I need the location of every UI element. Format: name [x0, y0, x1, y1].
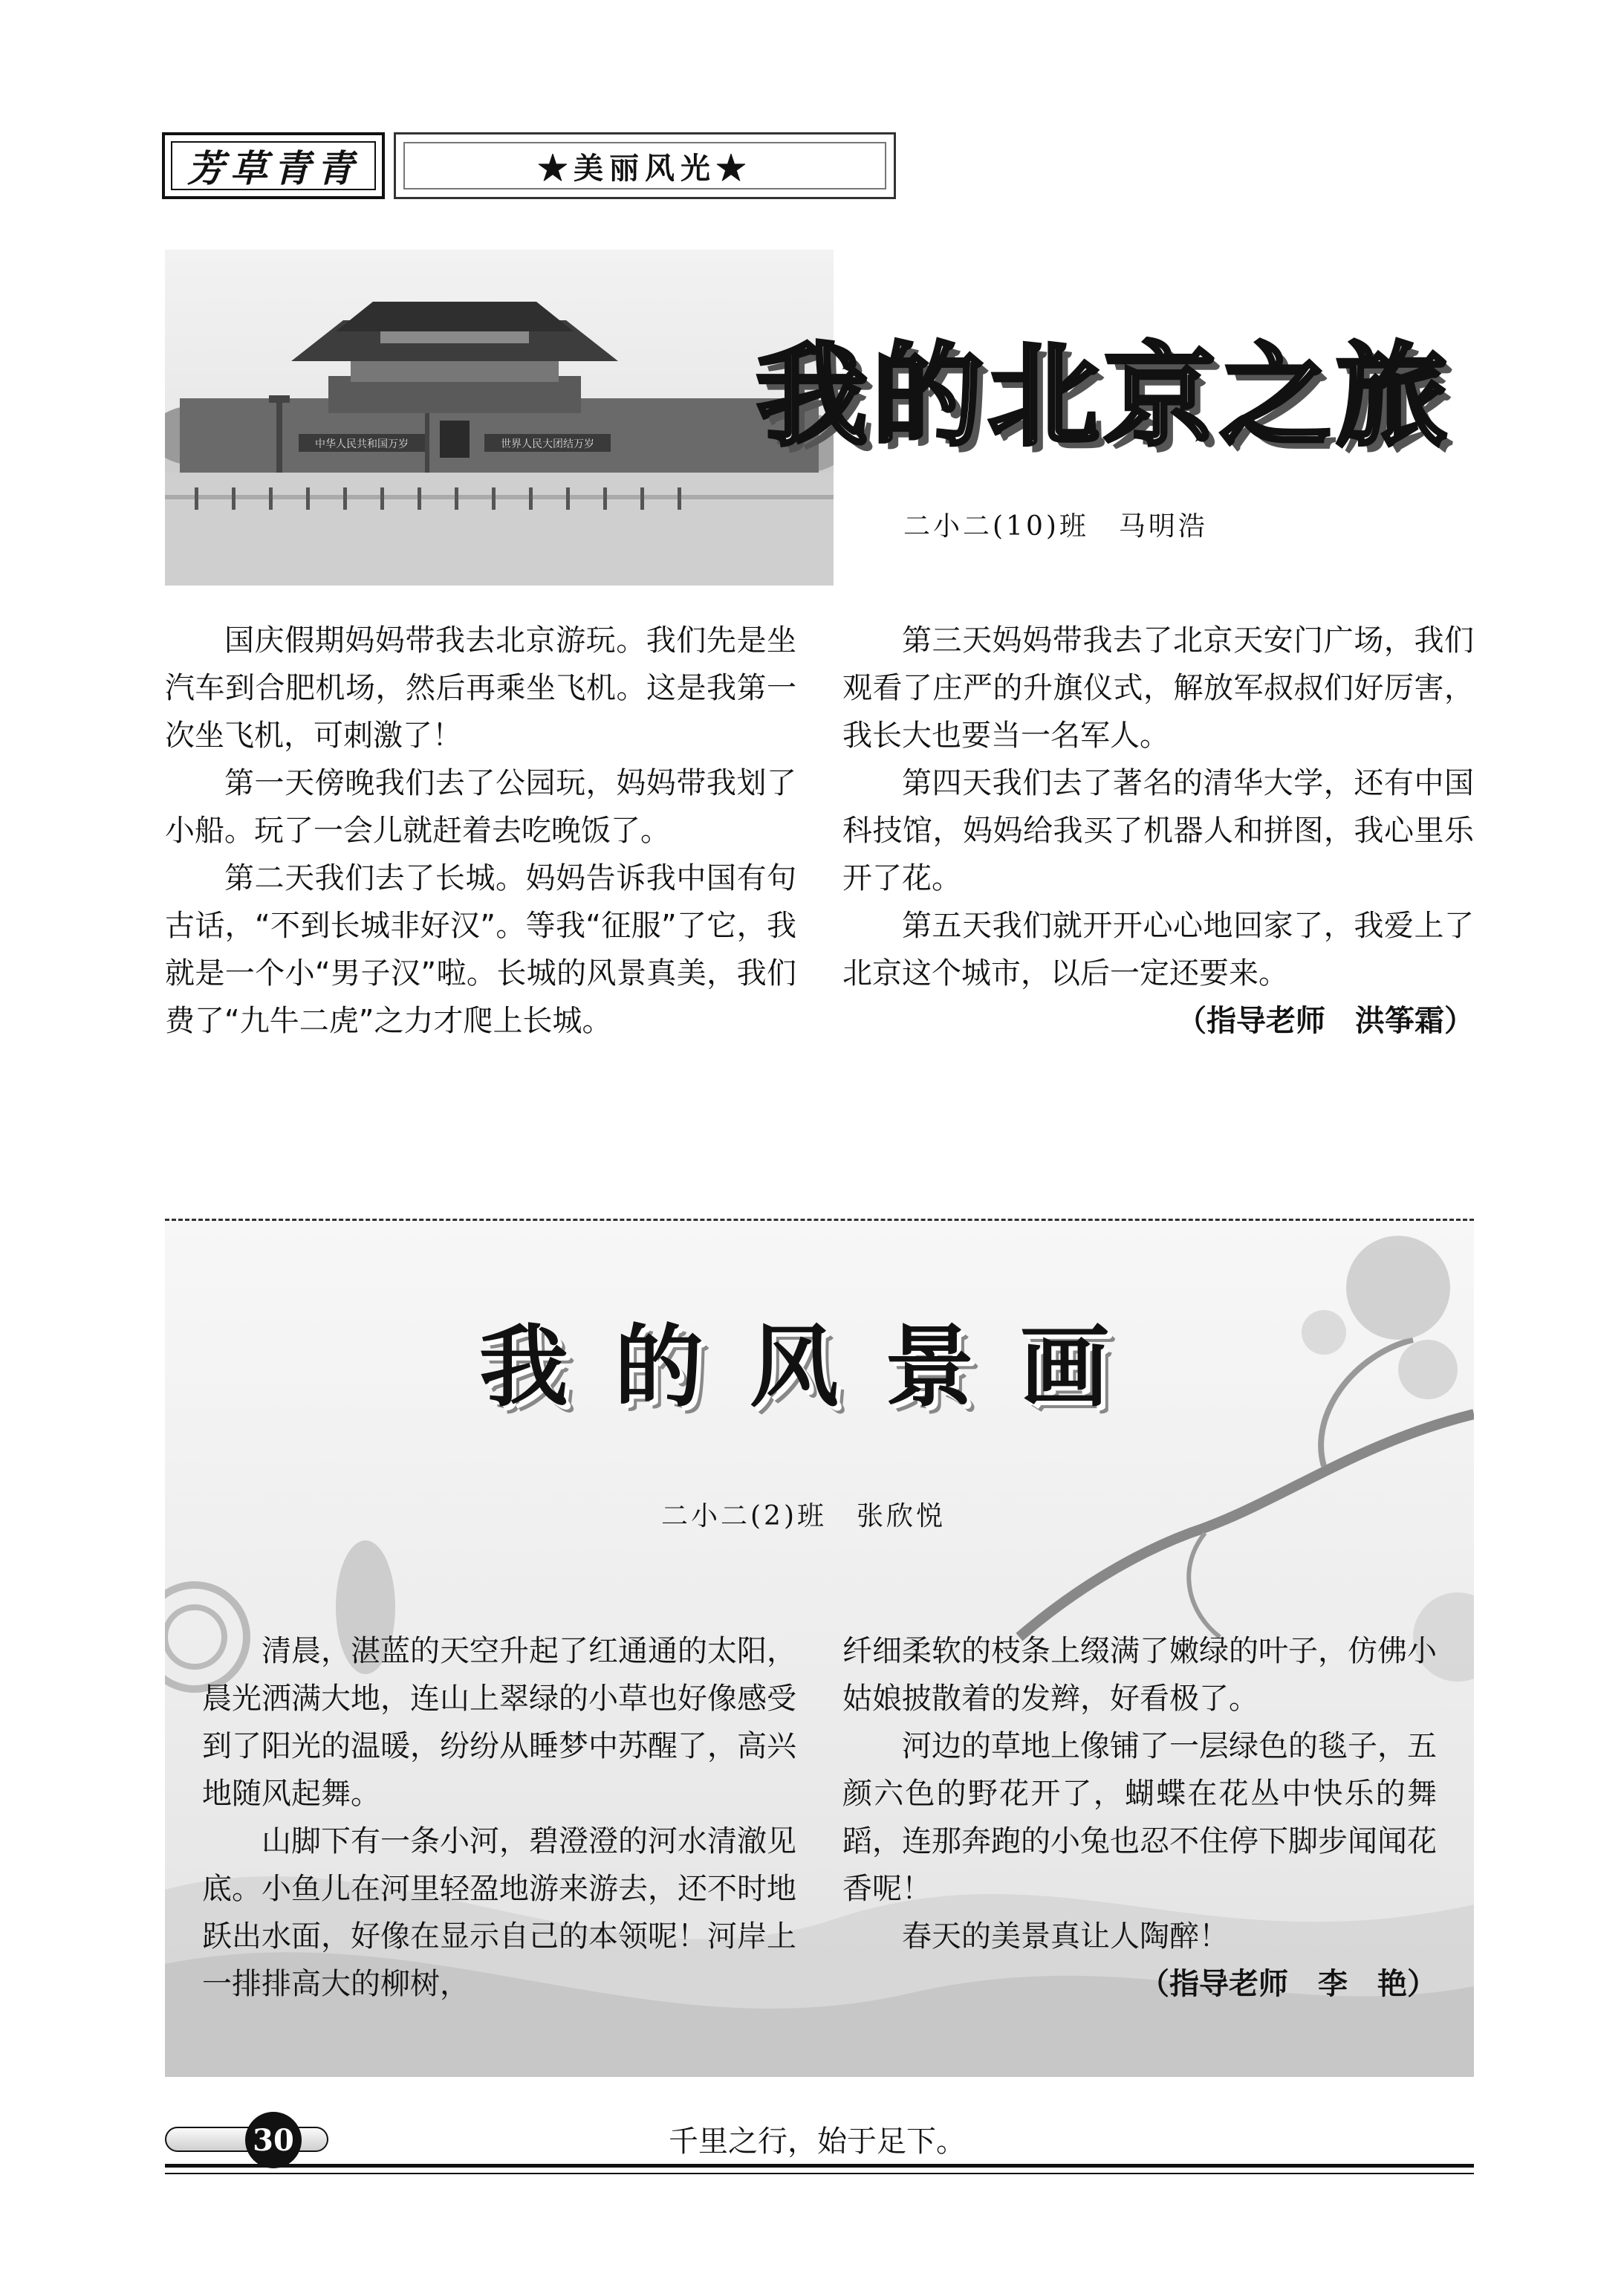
footer-rule-thin	[165, 2173, 1474, 2174]
footer-motto: 千里之行，始于足下。	[669, 2124, 966, 2159]
article2-paragraph: 山脚下有一条小河，碧澄澄的河水清澈见底。小鱼儿在河里轻盈地游来游去，还不时地跃出水面，好像在显示自己的本领呢！河岸上一排排高大的柳树，	[202, 1824, 796, 2001]
article2-right-column	[842, 1627, 1437, 2008]
article1-byline: 二小二(10)班 马明浩	[903, 511, 1208, 542]
article1-paragraph: 第二天我们去了长城。妈妈告诉我中国有句古话，“不到长城非好汉”。等我“征服”了它，我就是一个小“男子汉”啦。长城的风景真美，我们费了“九牛二虎”之力才爬上长城。	[165, 861, 796, 1038]
article1-paragraph: 第三天妈妈带我去了北京天安门广场，我们观看了庄严的升旗仪式，解放军叔叔们好厉害，我长大也要当一名军人。	[842, 623, 1474, 753]
article1-left-column	[165, 617, 796, 1045]
article2-byline: 二小二(2)班 张欣悦	[661, 1501, 946, 1531]
article2-paragraph: 春天的美景真让人陶醉！	[902, 1919, 1229, 1954]
article1-right-column	[842, 617, 1474, 1045]
article1-paragraph: 第一天傍晚我们去了公园玩，妈妈带我划了小船。玩了一会儿就赶着去吃晚饭了。	[165, 766, 796, 848]
article1-paragraph: 第四天我们去了著名的清华大学，还有中国科技馆，妈妈给我买了机器人和拼图，我心里乐开了花。	[842, 766, 1474, 895]
column-name-box	[162, 132, 385, 199]
tiananmen-photo	[165, 250, 834, 586]
page-number: 30	[245, 2112, 302, 2168]
column-name: 芳草青青	[187, 146, 360, 190]
article2-teacher: （指导老师 李 艳）	[1140, 1967, 1437, 2001]
article2-left-column	[202, 1627, 796, 2008]
section-name-box	[394, 132, 896, 199]
tiananmen-illustration	[165, 250, 834, 586]
article2-paragraph: 清晨，湛蓝的天空升起了红通通的太阳，晨光洒满大地，连山上翠绿的小草也好像感受到了阳光的温暖，纷纷从睡梦中苏醒了，高兴地随风起舞。	[202, 1634, 796, 1811]
article1-teacher: （指导老师 洪筝霜）	[1177, 1004, 1474, 1038]
photo-banner-right: 世界人民大团结万岁	[501, 438, 594, 450]
article1-title: 我的北京之旅	[756, 331, 1452, 461]
section-name: ★美丽风光★	[403, 142, 886, 189]
article2-paragraph: 纤细柔软的枝条上缀满了嫩绿的叶子，仿佛小姑娘披散着的发辫，好看极了。	[842, 1634, 1437, 1716]
article2-paragraph: 河边的草地上像铺了一层绿色的毯子，五颜六色的野花开了，蝴蝶在花丛中快乐的舞蹈，连那奔跑的小兔也忍不住停下脚步闻闻花香呢！	[842, 1729, 1437, 1906]
article2-title: 我的风景画	[479, 1315, 1155, 1419]
article1-paragraph: 第五天我们就开开心心地回家了，我爱上了北京这个城市，以后一定还要来。	[842, 909, 1474, 991]
article1-paragraph: 国庆假期妈妈带我去北京游玩。我们先是坐汽车到合肥机场，然后再乘坐飞机。这是我第一次坐飞机，可刺激了！	[165, 623, 796, 753]
photo-banner-left: 中华人民共和国万岁	[315, 438, 409, 450]
footer-rule	[165, 2164, 1474, 2168]
